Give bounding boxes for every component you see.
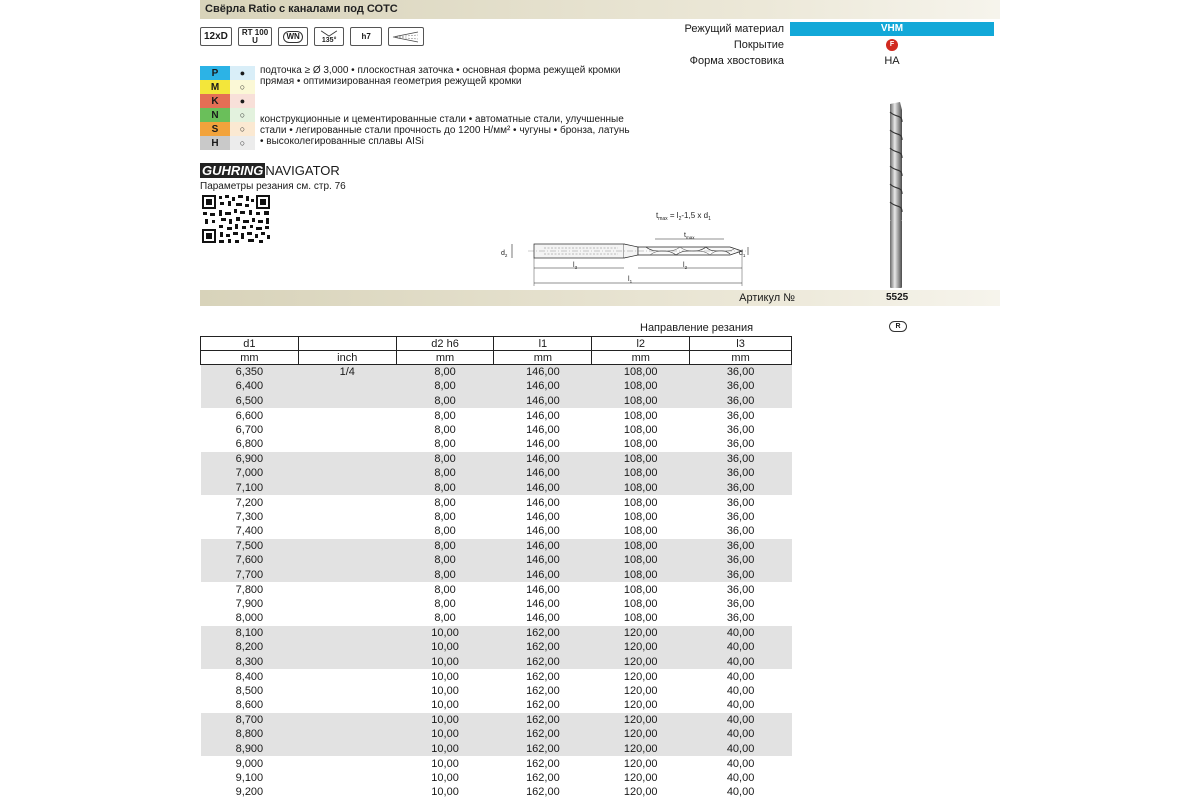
table-cell: 146,00 bbox=[526, 510, 560, 523]
table-cell: 7,500 bbox=[201, 539, 299, 554]
table-cell: 8,00 bbox=[434, 438, 456, 450]
table-cell: 8,200 bbox=[201, 640, 299, 655]
table-cell: 146,00 bbox=[494, 379, 592, 394]
table-cell: 120,00 bbox=[623, 699, 658, 711]
table-units-row bbox=[201, 351, 792, 365]
table-row bbox=[201, 640, 792, 655]
table-cell: 108,00 bbox=[623, 438, 658, 450]
table-cell: 146,00 bbox=[526, 612, 560, 624]
table-cell bbox=[298, 785, 396, 800]
table-row bbox=[201, 597, 792, 612]
table-cell: 146,00 bbox=[526, 423, 560, 436]
table-row bbox=[201, 785, 792, 800]
table-cell: 146,00 bbox=[494, 408, 592, 423]
table-cell: 8,00 bbox=[434, 423, 456, 436]
material-letter: M bbox=[200, 80, 230, 94]
material-suitability: ● bbox=[230, 66, 255, 80]
table-cell: 10,00 bbox=[431, 699, 459, 711]
table-cell: 10,00 bbox=[396, 655, 494, 670]
table-cell: 40,00 bbox=[726, 786, 755, 799]
table-cell: 8,600 bbox=[235, 699, 264, 711]
table-cell: 8,00 bbox=[434, 510, 456, 523]
table-cell: 40,00 bbox=[726, 684, 755, 697]
table-cell: 36,00 bbox=[690, 553, 792, 568]
table-cell: 36,00 bbox=[726, 423, 755, 436]
table-cell: 146,00 bbox=[494, 481, 592, 496]
table-cell: 120,00 bbox=[592, 742, 690, 757]
applications-description: конструкционные и цементированные стали • автоматные стали, улучшенные стали • легированные стали прочность до 1200 Н/мм² • чугуны • бронза, латунь • высоколегированные сплавы AISi bbox=[260, 114, 630, 147]
l1-label: $l_1$ bbox=[628, 276, 633, 284]
table-cell: 146,00 bbox=[494, 394, 592, 409]
navigator-label: NAVIGATOR bbox=[265, 163, 340, 178]
material-letter: N bbox=[200, 108, 230, 122]
table-cell: 8,00 bbox=[396, 466, 494, 481]
table-cell: 36,00 bbox=[690, 408, 792, 423]
drill-dimension-drawing bbox=[498, 208, 760, 288]
table-cell: 146,00 bbox=[494, 582, 592, 597]
table-cell: 8,00 bbox=[396, 553, 494, 568]
table-cell: 7,600 bbox=[201, 553, 299, 568]
table-row bbox=[201, 408, 792, 423]
material-letter: K bbox=[200, 94, 230, 108]
table-cell: 8,00 bbox=[396, 495, 494, 510]
cutting-direction-label: Направление резания bbox=[640, 322, 754, 334]
table-cell: 7,400 bbox=[235, 525, 264, 537]
material-letter: P bbox=[200, 66, 230, 80]
table-cell: 8,00 bbox=[434, 597, 456, 610]
table-cell: 40,00 bbox=[690, 655, 792, 670]
table-cell bbox=[298, 539, 396, 554]
table-row bbox=[201, 466, 792, 481]
table-cell: 36,00 bbox=[690, 394, 792, 409]
table-cell: 7,100 bbox=[201, 481, 299, 496]
table-cell: 7,900 bbox=[235, 597, 264, 610]
table-row bbox=[201, 727, 792, 742]
unit-d1: mm bbox=[201, 351, 299, 365]
table-cell: 120,00 bbox=[623, 684, 658, 697]
material-suitability: ○ bbox=[230, 108, 255, 122]
right-hand-cutting-icon: R bbox=[889, 321, 907, 332]
material-suitability: ○ bbox=[230, 80, 255, 94]
table-cell: 146,00 bbox=[526, 525, 560, 537]
table-cell bbox=[298, 481, 396, 496]
table-cell: 8,00 bbox=[396, 452, 494, 467]
table-row bbox=[201, 394, 792, 409]
unit-inch: inch bbox=[298, 351, 396, 365]
table-cell bbox=[298, 626, 396, 641]
table-cell: 10,00 bbox=[396, 727, 494, 742]
table-cell: 108,00 bbox=[623, 423, 658, 436]
table-cell: 162,00 bbox=[494, 713, 592, 728]
table-cell: 120,00 bbox=[592, 713, 690, 728]
table-cell: 120,00 bbox=[592, 640, 690, 655]
table-cell: 8,00 bbox=[396, 481, 494, 496]
table-cell: 146,00 bbox=[526, 438, 560, 450]
table-cell: 120,00 bbox=[623, 771, 658, 784]
table-cell: 10,00 bbox=[396, 742, 494, 757]
table-cell: 120,00 bbox=[592, 727, 690, 742]
table-cell bbox=[298, 582, 396, 597]
table-cell: 6,500 bbox=[201, 394, 299, 409]
table-cell: 10,00 bbox=[396, 713, 494, 728]
col-header-d1: d1 bbox=[201, 337, 299, 351]
table-cell: 108,00 bbox=[592, 582, 690, 597]
table-cell: 120,00 bbox=[592, 655, 690, 670]
table-cell bbox=[298, 698, 396, 713]
dimensions-table bbox=[200, 336, 792, 800]
table-cell: 6,400 bbox=[201, 379, 299, 394]
material-row-p bbox=[200, 66, 255, 80]
table-cell: 8,100 bbox=[201, 626, 299, 641]
unit-l1: mm bbox=[494, 351, 592, 365]
table-cell: 36,00 bbox=[690, 365, 792, 380]
table-cell: 36,00 bbox=[690, 481, 792, 496]
table-cell: 108,00 bbox=[623, 612, 658, 624]
table-row bbox=[201, 365, 792, 380]
col-header-inch bbox=[298, 337, 396, 351]
material-row-s bbox=[200, 122, 255, 136]
tmax-formula: $t_{max} = l_2-1,5$ x $d_1$ bbox=[656, 211, 711, 222]
table-cell: 108,00 bbox=[592, 394, 690, 409]
table-cell: 8,700 bbox=[201, 713, 299, 728]
material-letter: S bbox=[200, 122, 230, 136]
material-row-m bbox=[200, 80, 255, 94]
table-cell: 8,800 bbox=[201, 727, 299, 742]
table-cell: 108,00 bbox=[623, 597, 658, 610]
table-cell: 8,00 bbox=[396, 365, 494, 380]
table-row bbox=[201, 495, 792, 510]
table-row bbox=[201, 481, 792, 496]
coolant-channel-badge bbox=[388, 27, 424, 46]
table-cell: 8,00 bbox=[396, 379, 494, 394]
table-cell bbox=[298, 553, 396, 568]
table-cell: 8,300 bbox=[201, 655, 299, 670]
unit-d2: mm bbox=[396, 351, 494, 365]
table-cell bbox=[298, 437, 396, 452]
standard-label: WN bbox=[283, 31, 302, 43]
table-row bbox=[201, 379, 792, 394]
table-row bbox=[201, 756, 792, 771]
table-row bbox=[201, 698, 792, 713]
table-header-row bbox=[201, 337, 792, 351]
table-cell: 162,00 bbox=[494, 626, 592, 641]
table-row bbox=[201, 611, 792, 626]
table-row bbox=[201, 684, 792, 699]
prop-shank-form bbox=[645, 53, 1000, 69]
prop-value: HA bbox=[884, 55, 900, 67]
table-cell: 40,00 bbox=[690, 669, 792, 684]
table-cell: 8,000 bbox=[235, 612, 264, 624]
prop-label: Форма хвостовика bbox=[689, 55, 784, 67]
table-cell: 162,00 bbox=[494, 727, 592, 742]
prop-cutting-material bbox=[645, 21, 1000, 37]
guhring-navigator-logo bbox=[200, 163, 340, 178]
table-cell: 108,00 bbox=[623, 510, 658, 523]
article-label: Артикул № bbox=[739, 292, 795, 304]
table-cell: 6,900 bbox=[201, 452, 299, 467]
rt100-line1: RT 100 bbox=[241, 27, 269, 37]
table-cell: 6,350 bbox=[201, 365, 299, 380]
table-cell bbox=[298, 713, 396, 728]
table-cell: 10,00 bbox=[396, 640, 494, 655]
table-cell: 10,00 bbox=[431, 786, 459, 799]
table-cell bbox=[298, 771, 396, 786]
table-cell: 36,00 bbox=[726, 612, 755, 624]
table-cell: 108,00 bbox=[592, 495, 690, 510]
table-cell: 8,00 bbox=[396, 568, 494, 583]
table-cell: 36,00 bbox=[690, 495, 792, 510]
table-cell: 6,700 bbox=[235, 423, 264, 436]
table-row bbox=[201, 771, 792, 786]
table-row bbox=[201, 742, 792, 757]
d2-label: $d_2$ bbox=[501, 250, 508, 258]
table-cell: 146,00 bbox=[526, 597, 560, 610]
table-cell: 108,00 bbox=[592, 365, 690, 380]
table-cell: 146,00 bbox=[494, 568, 592, 583]
table-cell bbox=[298, 611, 396, 626]
table-cell bbox=[298, 684, 396, 699]
table-cell: 146,00 bbox=[494, 365, 592, 380]
l2-label: $l_2$ bbox=[683, 262, 688, 270]
table-cell: 10,00 bbox=[396, 669, 494, 684]
table-cell: 120,00 bbox=[623, 786, 658, 799]
table-cell: 146,00 bbox=[494, 539, 592, 554]
properties-panel bbox=[645, 21, 1000, 69]
table-row bbox=[201, 539, 792, 554]
brand-name: GUHRING bbox=[202, 163, 264, 178]
table-cell: 8,00 bbox=[434, 612, 456, 624]
table-cell: 10,00 bbox=[431, 771, 459, 784]
table-cell bbox=[298, 423, 396, 438]
table-cell bbox=[298, 568, 396, 583]
prop-value: VHM bbox=[790, 22, 994, 36]
table-cell: 40,00 bbox=[690, 756, 792, 771]
table-cell: 36,00 bbox=[726, 525, 755, 537]
table-cell: 162,00 bbox=[526, 699, 560, 711]
table-cell: 146,00 bbox=[494, 452, 592, 467]
table-cell: 108,00 bbox=[592, 553, 690, 568]
table-cell: 36,00 bbox=[690, 466, 792, 481]
d1-label: $d_1$ bbox=[739, 250, 746, 258]
unit-l2: mm bbox=[592, 351, 690, 365]
table-cell: 36,00 bbox=[726, 597, 755, 610]
table-cell: 108,00 bbox=[592, 539, 690, 554]
table-cell: 40,00 bbox=[726, 699, 755, 711]
table-cell: 8,500 bbox=[235, 684, 264, 697]
tmax-label: $t_{max}$ bbox=[684, 232, 695, 240]
table-cell: 6,600 bbox=[201, 408, 299, 423]
table-cell bbox=[298, 742, 396, 757]
table-cell: 9,100 bbox=[235, 771, 264, 784]
table-cell bbox=[298, 379, 396, 394]
table-cell bbox=[298, 510, 396, 525]
table-cell bbox=[298, 408, 396, 423]
table-cell bbox=[298, 524, 396, 539]
table-cell bbox=[298, 727, 396, 742]
table-cell: 162,00 bbox=[494, 655, 592, 670]
table-row bbox=[201, 582, 792, 597]
table-cell: 10,00 bbox=[431, 684, 459, 697]
table-cell bbox=[298, 452, 396, 467]
point-angle-label: 135° bbox=[321, 37, 337, 44]
prop-coating bbox=[645, 37, 1000, 53]
table-cell: 108,00 bbox=[592, 452, 690, 467]
material-row-n bbox=[200, 108, 255, 122]
table-cell: 162,00 bbox=[526, 786, 560, 799]
l3-label: $l_3$ bbox=[573, 262, 578, 270]
table-row bbox=[201, 669, 792, 684]
table-cell bbox=[298, 655, 396, 670]
table-cell: 108,00 bbox=[592, 568, 690, 583]
qr-code[interactable] bbox=[201, 194, 271, 244]
point-angle-icon bbox=[319, 30, 339, 37]
table-body bbox=[201, 365, 792, 800]
table-cell bbox=[298, 669, 396, 684]
table-cell bbox=[298, 756, 396, 771]
table-cell: 120,00 bbox=[592, 756, 690, 771]
table-cell bbox=[298, 640, 396, 655]
material-row-k bbox=[200, 94, 255, 108]
table-cell: 146,00 bbox=[494, 495, 592, 510]
table-row bbox=[201, 713, 792, 728]
table-row bbox=[201, 437, 792, 452]
table-cell bbox=[298, 597, 396, 612]
table-cell: 36,00 bbox=[726, 510, 755, 523]
table-cell bbox=[298, 466, 396, 481]
table-row bbox=[201, 655, 792, 670]
material-groups bbox=[200, 66, 255, 150]
tolerance-badge: h7 bbox=[350, 27, 382, 46]
table-cell: 40,00 bbox=[726, 771, 755, 784]
material-suitability: ○ bbox=[230, 122, 255, 136]
prop-label: Режущий материал bbox=[684, 23, 784, 35]
table-cell: 40,00 bbox=[690, 742, 792, 757]
table-cell: 7,200 bbox=[201, 495, 299, 510]
point-angle-badge bbox=[314, 27, 344, 46]
rt100-badge bbox=[238, 27, 272, 46]
table-cell: 7,300 bbox=[235, 510, 264, 523]
coating-icon bbox=[886, 39, 898, 51]
table-cell: 120,00 bbox=[592, 626, 690, 641]
table-cell: 8,00 bbox=[396, 582, 494, 597]
table-cell: 7,000 bbox=[201, 466, 299, 481]
table-cell: 8,900 bbox=[201, 742, 299, 757]
table-row bbox=[201, 568, 792, 583]
spec-badges bbox=[200, 27, 424, 47]
table-cell: 120,00 bbox=[592, 669, 690, 684]
material-suitability: ● bbox=[230, 94, 255, 108]
table-cell: 8,00 bbox=[396, 408, 494, 423]
table-cell: 8,400 bbox=[201, 669, 299, 684]
table-row bbox=[201, 524, 792, 539]
rt100-line2: U bbox=[252, 35, 258, 45]
material-suitability: ○ bbox=[230, 136, 255, 150]
table-cell: 162,00 bbox=[526, 771, 560, 784]
table-cell: 36,00 bbox=[690, 568, 792, 583]
table-cell: 162,00 bbox=[494, 742, 592, 757]
table-cell: 162,00 bbox=[526, 684, 560, 697]
article-number: 5525 bbox=[886, 292, 909, 303]
table-row bbox=[201, 553, 792, 568]
col-header-l2: l2 bbox=[592, 337, 690, 351]
prop-label: Покрытие bbox=[733, 39, 784, 51]
table-cell: 7,800 bbox=[201, 582, 299, 597]
table-cell: 108,00 bbox=[592, 481, 690, 496]
table-row bbox=[201, 423, 792, 438]
page-title: Свёрла Ratio с каналами под СОТС bbox=[200, 0, 1000, 19]
table-cell: 40,00 bbox=[690, 713, 792, 728]
table-cell: 108,00 bbox=[592, 408, 690, 423]
table-cell: 8,00 bbox=[434, 525, 456, 537]
table-cell: 162,00 bbox=[494, 756, 592, 771]
coating-label: F bbox=[889, 41, 895, 49]
table-row bbox=[201, 510, 792, 525]
col-header-l3: l3 bbox=[690, 337, 792, 351]
table-cell: 36,00 bbox=[690, 539, 792, 554]
table-row bbox=[201, 452, 792, 467]
col-header-l1: l1 bbox=[494, 337, 592, 351]
table-cell: 108,00 bbox=[592, 466, 690, 481]
table-cell: 10,00 bbox=[396, 626, 494, 641]
table-cell: 108,00 bbox=[623, 525, 658, 537]
table-cell: 9,200 bbox=[235, 786, 264, 799]
features-description: подточка ≥ Ø 3,000 • плоскостная заточка • основная форма режущей кромки прямая • оптимизированная геометрия режущей кромки bbox=[260, 65, 621, 87]
prop-value bbox=[790, 38, 994, 52]
table-cell: 162,00 bbox=[494, 669, 592, 684]
table-cell: 146,00 bbox=[494, 466, 592, 481]
table-cell: 40,00 bbox=[690, 727, 792, 742]
table-cell: 6,800 bbox=[235, 438, 264, 450]
table-cell bbox=[298, 495, 396, 510]
table-row bbox=[201, 626, 792, 641]
unit-l3: mm bbox=[690, 351, 792, 365]
drill-product-image bbox=[880, 100, 912, 290]
table-cell: 40,00 bbox=[690, 640, 792, 655]
table-cell: 36,00 bbox=[726, 438, 755, 450]
table-cell: 162,00 bbox=[494, 640, 592, 655]
col-header-d2: d2 h6 bbox=[396, 337, 494, 351]
table-cell: 10,00 bbox=[396, 756, 494, 771]
table-cell: 36,00 bbox=[690, 582, 792, 597]
table-cell bbox=[298, 394, 396, 409]
table-cell: 7,700 bbox=[201, 568, 299, 583]
table-cell: 8,00 bbox=[396, 539, 494, 554]
table-cell: 108,00 bbox=[592, 379, 690, 394]
material-letter: H bbox=[200, 136, 230, 150]
table-cell: 1/4 bbox=[298, 365, 396, 380]
table-cell: 36,00 bbox=[690, 452, 792, 467]
coolant-channel-icon bbox=[392, 31, 420, 43]
table-cell: 146,00 bbox=[494, 553, 592, 568]
table-cell: 8,00 bbox=[396, 394, 494, 409]
table-cell: 36,00 bbox=[690, 379, 792, 394]
length-badge: 12xD bbox=[200, 27, 232, 46]
material-row-h bbox=[200, 136, 255, 150]
table-cell: 40,00 bbox=[690, 626, 792, 641]
standard-badge bbox=[278, 27, 308, 46]
table-cell: 9,000 bbox=[201, 756, 299, 771]
article-bar bbox=[200, 290, 1000, 306]
cutting-params-reference: Параметры резания см. стр. 76 bbox=[200, 181, 346, 192]
